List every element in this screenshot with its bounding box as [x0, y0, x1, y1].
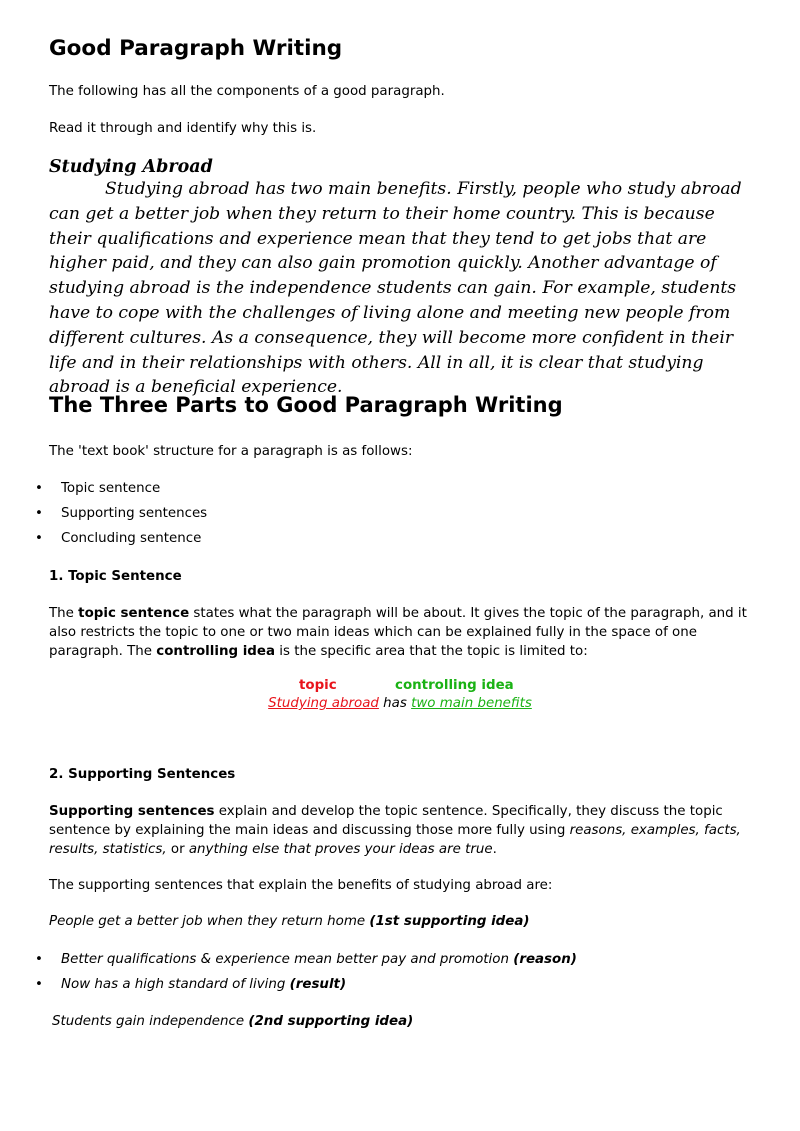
essay-body: Studying abroad has two main benefits. Firstly, people who study abroad can get a better job when they return to their home country. This is because their qualifications and experience mean that they tend to get jobs that are higher paid, and they can also gain promotion quickly. Another advantage of studying abroad is the independence students can gain. For example, students have to cope with the challenges of living alone and meeting new people from different cultures. As a consequence, they will become more confident in their life and in their relationships with others. All in all, it is clear that studying abroad is a beneficial experience.: [49, 179, 742, 398]
topic-sentence-heading: 1. Topic Sentence: [49, 569, 182, 584]
topic-label: topic: [299, 678, 337, 693]
list-item: • Supporting sentences: [35, 506, 208, 521]
example-controlling-idea: two main benefits: [411, 696, 532, 711]
supporting-idea-2: Students gain independence (2nd supporting idea): [52, 1014, 414, 1029]
example-sentence: Studying abroad has two main benefits: [268, 696, 532, 711]
list-item: • Now has a high standard of living (result): [35, 977, 347, 992]
controlling-idea-label: controlling idea: [395, 678, 514, 693]
supporting-sentences-heading: 2. Supporting Sentences: [49, 767, 236, 782]
bullet-icon: •: [35, 506, 43, 521]
list-item: • Concluding sentence: [35, 531, 202, 546]
list-item: • Better qualifications & experience mean better pay and promotion (reason): [35, 952, 577, 967]
essay-title: Studying Abroad: [49, 157, 213, 177]
structure-list: [35, 479, 207, 554]
intro-line-2: Read it through and identify why this is.: [49, 121, 317, 136]
page-title: Good Paragraph Writing: [49, 36, 343, 61]
supporting-idea-1: People get a better job when they return home (1st supporting idea): [49, 914, 530, 929]
supporting-sentences-paragraph: Supporting sentences explain and develop the topic sentence. Specifically, they discuss the topic sentence by explaining the main ideas and discussing those more fully using reasons, examples, facts, results, statistics, or anything else that proves your ideas are true.: [49, 804, 741, 857]
bullet-icon: •: [35, 977, 43, 992]
supporting-lead: The supporting sentences that explain the benefits of studying abroad are:: [49, 878, 553, 893]
example-topic: Studying abroad: [268, 696, 379, 711]
supporting-details-list: [35, 950, 577, 1000]
structure-intro: The 'text book' structure for a paragraph is as follows:: [49, 444, 413, 459]
intro-line-1: The following has all the components of a good paragraph.: [49, 84, 445, 99]
topic-sentence-paragraph: The topic sentence states what the paragraph will be about. It gives the topic of the paragraph, and it also restricts the topic to one or two main ideas which can be explained fully in the space of one paragraph. The controlling idea is the specific area that the topic is limited to:: [49, 606, 747, 659]
list-item: • Topic sentence: [35, 481, 161, 496]
bullet-icon: •: [35, 531, 43, 546]
bullet-icon: •: [35, 481, 43, 496]
section-title-three-parts: The Three Parts to Good Paragraph Writing: [49, 393, 563, 417]
bullet-icon: •: [35, 952, 43, 967]
